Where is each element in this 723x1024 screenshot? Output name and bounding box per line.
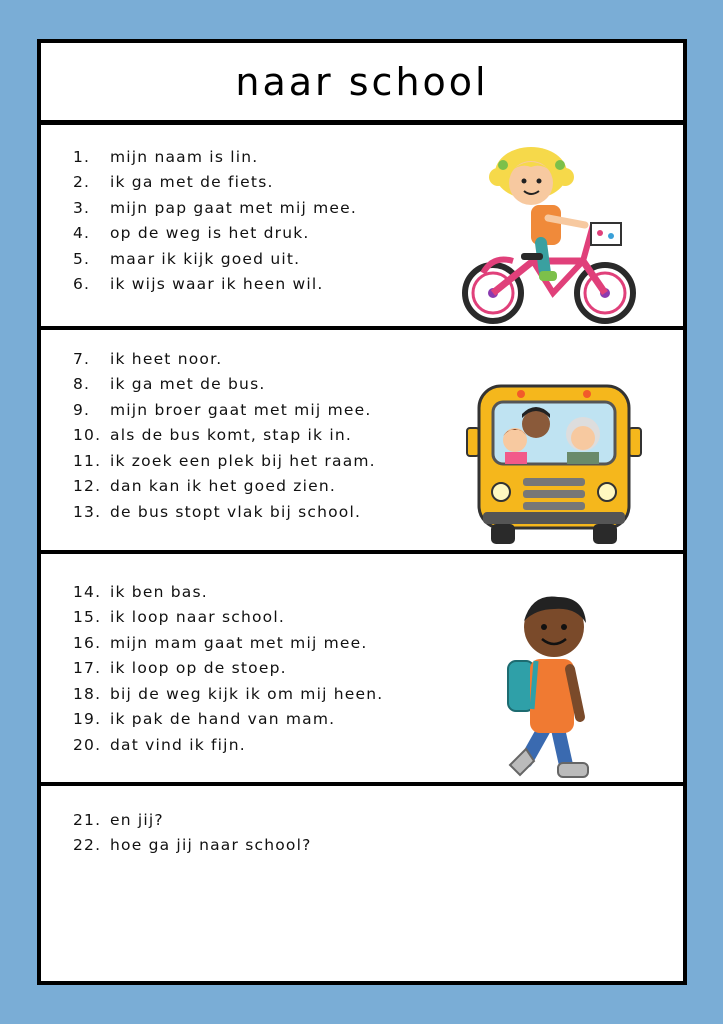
line-number: 14. xyxy=(73,582,102,601)
line-text: ik ga met de fiets. xyxy=(110,173,274,192)
line-number: 21. xyxy=(73,810,102,829)
sentence-list xyxy=(73,579,383,758)
line-number: 19. xyxy=(73,710,102,729)
line-number: 8. xyxy=(73,375,91,394)
girl-on-bike-illustration xyxy=(453,143,643,325)
line-text: ik heet noor. xyxy=(110,349,223,368)
list-item xyxy=(73,707,383,733)
line-text: ik loop op de stoep. xyxy=(110,659,287,678)
list-item xyxy=(73,170,357,196)
line-text: de bus stopt vlak bij school. xyxy=(110,502,362,521)
line-text: op de weg is het druk. xyxy=(110,224,310,243)
list-item xyxy=(73,833,312,859)
line-text: mijn mam gaat met mij mee. xyxy=(110,633,368,652)
list-item xyxy=(73,605,383,631)
list-item xyxy=(73,144,357,170)
list-item xyxy=(73,221,357,247)
list-item xyxy=(73,246,357,272)
page-title: naar school xyxy=(235,59,489,104)
line-number: 13. xyxy=(73,502,102,521)
line-number: 7. xyxy=(73,349,91,368)
list-item xyxy=(73,499,376,525)
line-number: 2. xyxy=(73,173,91,192)
line-text: ik ben bas. xyxy=(110,582,208,601)
list-item xyxy=(73,579,383,605)
list-item xyxy=(73,397,376,423)
sentence-list xyxy=(73,144,357,297)
list-item xyxy=(73,474,376,500)
line-text: bij de weg kijk ik om mij heen. xyxy=(110,684,384,703)
line-text: dan kan ik het goed zien. xyxy=(110,477,336,496)
line-text: ik pak de hand van mam. xyxy=(110,710,336,729)
line-text: maar ik kijk goed uit. xyxy=(110,249,301,268)
list-item xyxy=(73,272,357,298)
line-text: mijn pap gaat met mij mee. xyxy=(110,198,357,217)
section-bus xyxy=(41,330,683,554)
line-number: 4. xyxy=(73,224,91,243)
worksheet xyxy=(37,39,687,985)
line-text: ik zoek een plek bij het raam. xyxy=(110,451,376,470)
line-number: 9. xyxy=(73,400,91,419)
line-number: 10. xyxy=(73,426,102,445)
line-text: mijn broer gaat met mij mee. xyxy=(110,400,372,419)
list-item xyxy=(73,807,312,833)
section-walk xyxy=(41,554,683,786)
line-text: ik ga met de bus. xyxy=(110,375,266,394)
list-item xyxy=(73,656,383,682)
list-item xyxy=(73,423,376,449)
sentence-list xyxy=(73,807,312,858)
title-box xyxy=(41,43,683,125)
line-number: 6. xyxy=(73,275,91,294)
line-number: 18. xyxy=(73,684,102,703)
sentence-list xyxy=(73,346,376,525)
line-number: 15. xyxy=(73,608,102,627)
line-number: 20. xyxy=(73,735,102,754)
list-item xyxy=(73,681,383,707)
list-item xyxy=(73,195,357,221)
line-number: 3. xyxy=(73,198,91,217)
line-number: 22. xyxy=(73,836,102,855)
list-item xyxy=(73,448,376,474)
list-item xyxy=(73,372,376,398)
line-text: als de bus komt, stap ik in. xyxy=(110,426,352,445)
line-text: hoe ga jij naar school? xyxy=(110,836,312,855)
school-bus-illustration xyxy=(461,378,647,548)
list-item xyxy=(73,346,376,372)
section-bike xyxy=(41,125,683,330)
line-text: en jij? xyxy=(110,810,164,829)
line-number: 1. xyxy=(73,147,91,166)
list-item xyxy=(73,630,383,656)
line-text: mijn naam is lin. xyxy=(110,147,259,166)
line-number: 12. xyxy=(73,477,102,496)
line-number: 17. xyxy=(73,659,102,678)
line-number: 16. xyxy=(73,633,102,652)
walking-boy-illustration xyxy=(496,589,606,789)
line-text: ik wijs waar ik heen wil. xyxy=(110,275,324,294)
line-number: 11. xyxy=(73,451,102,470)
list-item xyxy=(73,732,383,758)
section-question xyxy=(41,786,683,981)
line-number: 5. xyxy=(73,249,91,268)
line-text: ik loop naar school. xyxy=(110,608,285,627)
line-text: dat vind ik fijn. xyxy=(110,735,246,754)
